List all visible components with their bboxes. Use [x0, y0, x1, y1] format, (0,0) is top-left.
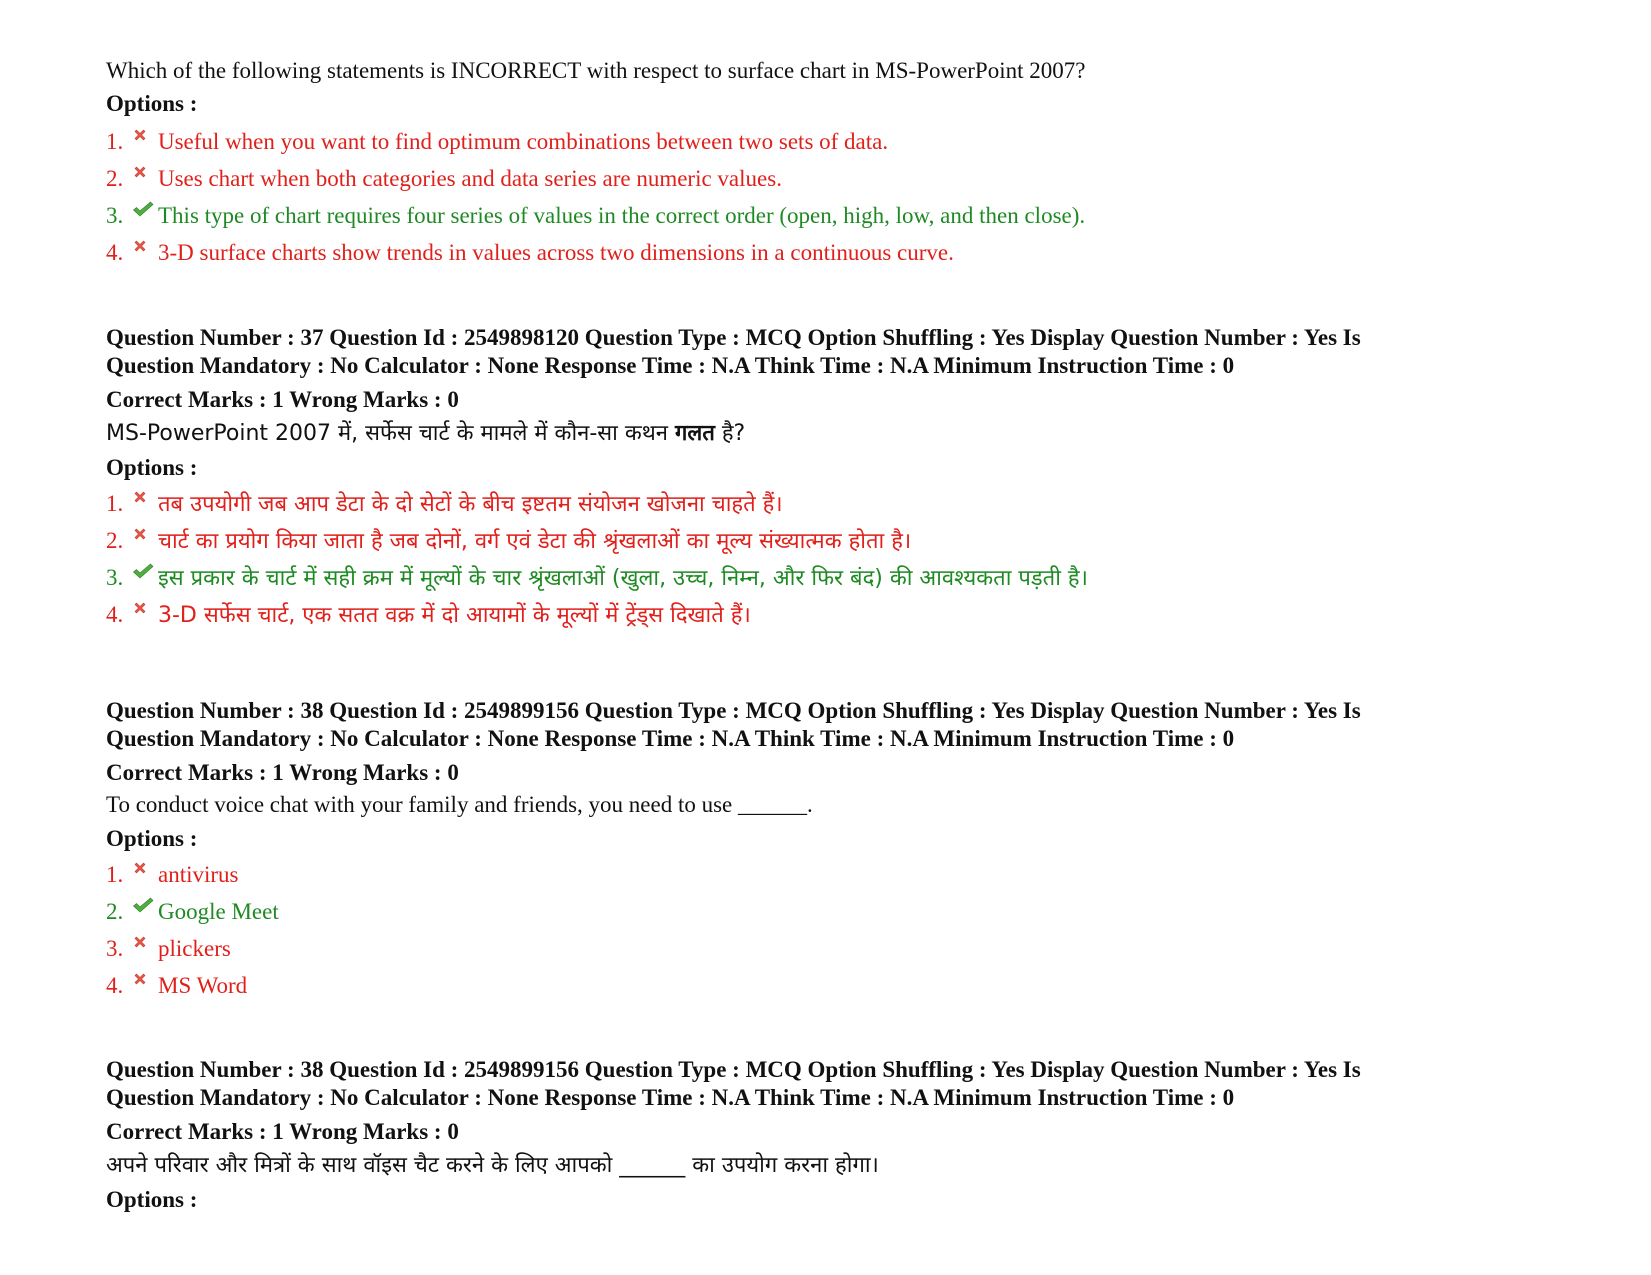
cross-icon: [132, 850, 158, 887]
cross-icon: [132, 516, 158, 553]
options-label: Options :: [106, 826, 198, 851]
option-number: 4.: [106, 602, 124, 627]
question-text-part-2: है?: [714, 421, 746, 446]
option-4: [106, 967, 1546, 1004]
option-number: 2.: [106, 166, 124, 191]
cross-icon: [132, 590, 158, 627]
option-1: [106, 485, 1546, 522]
option-text: This type of chart requires four series of values in the correct order (open, high, low, and then close).: [158, 203, 1086, 228]
option-4: [106, 596, 1546, 633]
option-number: 1.: [106, 491, 124, 516]
question-block-36-english: [106, 56, 1546, 271]
options-label: Options :: [106, 91, 198, 116]
question-text: Which of the following statements is INCORRECT with respect to surface chart in MS-PowerPoint 2007?: [106, 58, 1086, 83]
cross-icon: [132, 117, 158, 154]
option-2: [106, 160, 1546, 197]
option-2: [106, 522, 1546, 559]
question-block-38-hindi: [106, 1056, 1546, 1215]
option-3: [106, 930, 1546, 967]
question-meta-line-1: Question Number : 38 Question Id : 2549899156 Question Type : MCQ Option Shuffling : Yes Display Question Number : Yes Is: [106, 1057, 1361, 1082]
option-text: antivirus: [158, 862, 239, 887]
option-number: 3.: [106, 203, 124, 228]
option-number: 2.: [106, 899, 124, 924]
option-text: इस प्रकार के चार्ट में सही क्रम में मूल्यों के चार श्रृंखलाओं (खुला, उच्च, निम्न, और फिर बंद) की आवश्यकता पड़ती है।: [158, 566, 1088, 591]
option-text: Useful when you want to find optimum combinations between two sets of data.: [158, 129, 889, 154]
check-icon: [132, 887, 158, 924]
option-text: तब उपयोगी जब आप डेटा के दो सेटों के बीच इष्टतम संयोजन खोजना चाहते हैं।: [158, 492, 783, 517]
option-number: 3.: [106, 936, 124, 961]
options-label: Options :: [106, 455, 198, 480]
question-meta-line-1: Question Number : 37 Question Id : 2549898120 Question Type : MCQ Option Shuffling : Yes Display Question Number : Yes Is: [106, 325, 1361, 350]
option-text: plickers: [158, 936, 231, 961]
question-text-emphasis: गलत: [675, 421, 715, 446]
check-icon: [132, 191, 158, 228]
question-text-hindi: अपने परिवार और मित्रों के साथ वॉइस चैट करने के लिए आपको ______ का उपयोग करना होगा।: [106, 1153, 879, 1178]
option-text: चार्ट का प्रयोग किया जाता है जब दोनों, वर्ग एवं डेटा की श्रृंखलाओं का मूल्य संख्यात्मक होता है।: [158, 529, 912, 554]
question-meta-line-2: Question Mandatory : No Calculator : None Response Time : N.A Think Time : N.A Minimum Instruction Time : 0: [106, 726, 1235, 751]
option-text: Uses chart when both categories and data series are numeric values.: [158, 166, 782, 191]
option-text: Google Meet: [158, 899, 279, 924]
option-number: 2.: [106, 528, 124, 553]
option-text: 3-D surface charts show trends in values across two dimensions in a continuous curve.: [158, 240, 954, 265]
option-3: [106, 197, 1546, 234]
marks-line: Correct Marks : 1 Wrong Marks : 0: [106, 387, 459, 412]
cross-icon: [132, 924, 158, 961]
option-text: MS Word: [158, 973, 248, 998]
option-number: 3.: [106, 565, 124, 590]
options-label: Options :: [106, 1187, 198, 1212]
question-text: [106, 1150, 1546, 1181]
cross-icon: [132, 479, 158, 516]
cross-icon: [132, 961, 158, 998]
option-number: 1.: [106, 862, 124, 887]
check-icon: [132, 553, 158, 590]
question-meta-line-2: Question Mandatory : No Calculator : None Response Time : N.A Think Time : N.A Minimum Instruction Time : 0: [106, 353, 1235, 378]
option-1: [106, 856, 1546, 893]
question-block-38-english: [106, 697, 1546, 1004]
option-3: [106, 559, 1546, 596]
question-block-37: [106, 324, 1546, 633]
question-meta-line-1: Question Number : 38 Question Id : 2549899156 Question Type : MCQ Option Shuffling : Yes Display Question Number : Yes Is: [106, 698, 1361, 723]
option-4: [106, 234, 1546, 271]
question-text: [106, 418, 1546, 449]
option-2: [106, 893, 1546, 930]
question-text-part-1: MS-PowerPoint 2007 में, सर्फेस चार्ट के मामले में कौन-सा कथन: [106, 421, 676, 446]
option-text: 3-D सर्फेस चार्ट, एक सतत वक्र में दो आयामों के मूल्यों में ट्रेंड्स दिखाते हैं।: [158, 603, 751, 628]
cross-icon: [132, 154, 158, 191]
option-number: 4.: [106, 973, 124, 998]
cross-icon: [132, 228, 158, 265]
question-text: To conduct voice chat with your family and friends, you need to use ______.: [106, 792, 813, 817]
option-1: [106, 123, 1546, 160]
marks-line: Correct Marks : 1 Wrong Marks : 0: [106, 1119, 459, 1144]
option-number: 4.: [106, 240, 124, 265]
question-meta-line-2: Question Mandatory : No Calculator : None Response Time : N.A Think Time : N.A Minimum Instruction Time : 0: [106, 1085, 1235, 1110]
marks-line: Correct Marks : 1 Wrong Marks : 0: [106, 760, 459, 785]
option-number: 1.: [106, 129, 124, 154]
